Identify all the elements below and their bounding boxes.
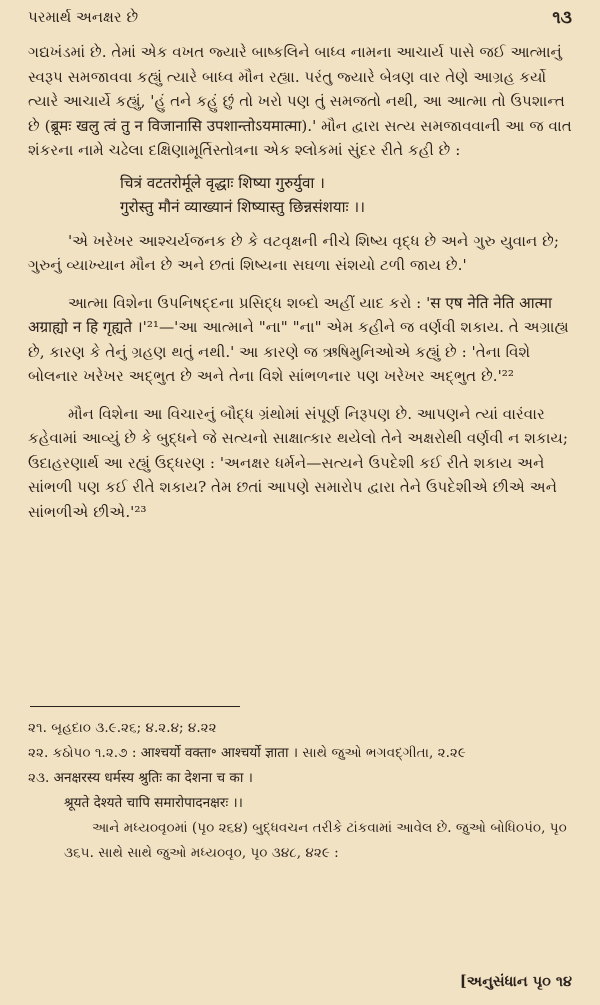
running-title: પરમાર્થ અનક્ષર છે <box>28 8 139 26</box>
sanskrit-verse <box>28 171 576 219</box>
paragraph-4: મૌન વિશેના આ વિચારનું બૌદ્ધ ગ્રંથોમાં સંપૂર્ણ નિરૂપણ છે. આપણને ત્યાં વારંવાર કહેવામાં આવ્યું છે કે બુદ્ધને જે સત્યનો સાક્ષાત્કાર થયેલો તેને અક્ષરોથી વર્ણવી ન શકાય; ઉદાહરણાર્થ આ રહ્યું ઉદ્ધરણ : 'અનક્ષર ધર્મને—સત્યને ઉપદેશી કઈ રીતે શકાય અને સાંભળી પણ કઈ રીતે શકાય? તેમ છતાં આપણે સમારોપ દ્વારા તેને ઉપદેશીએ છીએ અને સાંભળીએ છીએ.'²³ <box>28 404 569 521</box>
main-text <box>28 40 576 524</box>
footnote-21: ૨૧. બૃહદા૦ ૩.૯.૨૬; ૪.૨.૪; ૪.૨૨ <box>28 720 217 736</box>
footnote-23-commentary: આને મધ્ય૦વૃ૦માં (પૃ૦ ૨૬૪) બુદ્ધવચન તરીકે ટાંકવામાં આવેલ છે. જુઓ બોધિ૦પં૦, પૃ૦ ૩૬૫. સાથે સાથે જુઓ મધ્ય૦વૃ૦, પૃ૦ ૩૪૮, ૪૨૯ : <box>64 820 567 861</box>
paragraph-2: 'એ ખરેખર આશ્ચર્યજનક છે કે વટવૃક્ષની નીચે શિષ્ય વૃદ્ધ છે અને ગુરુ યુવાન છે; ગુરુનું વ્યાખ્યાન મૌન છે અને છતાં શિષ્યના સઘળા સંશયો ટળી જાય છે.' <box>28 231 559 274</box>
page-number: ૧૩ <box>552 8 572 28</box>
continuation-note: [અનુસંધાન પૃ૦ ૧૪ <box>459 973 572 990</box>
paragraph-1: ગદ્યખંડમાં છે. તેમાં એક વખત જ્યારે બાષ્કલિને બાધ્વ નામના આચાર્ય પાસે જઈ આત્માનું સ્વરૂપ સમજાવવા કહ્યું ત્યારે બાધ્વ મૌન રહ્યા. પરંતુ જ્યારે બેત્રણ વાર તેણે આગ્રહ કર્યો ત્યારે આચાર્યે કહ્યું, 'હું તને કહું છું તો ખરો પણ તું સમજતો નથી, આ આત્મા તો ઉપશાન્ત છે (ब्रूमः खलु त्वं तु न विजानासि उपशान्तोऽयमात्मा).' મૌન દ્વારા સત્ય સમજાવવાની આ જ વાત શંકરના નામે ચઢેલા દક્ષિણામૂર્તિસ્તોત્રના એક શ્લોકમાં સુંદર રીતે કહી છે : <box>28 43 572 159</box>
footnote-22: ૨૨. કઠોપ૦ ૧.૨.૭ : आश्चर्यो वक्ता॰ आश्चर्यो ज्ञाता । સાથે જુઓ ભગવદ્ગીતા, ૨.૨૯ <box>28 745 466 761</box>
footnote-23-verse-line-2: श्रूयते देश्यते चापि समारोपादनक्षरः ।। <box>64 795 243 811</box>
footnote-23: ૨૩. अनक्षरस्य धर्मस्य श्रुतिः का देशना च का । <box>28 770 253 786</box>
verse-line-2: गुरोस्तु मौनं व्याख्यानं शिष्यास्तु छिन्नसंशयाः ।। <box>120 197 365 216</box>
footnote-divider <box>30 706 240 707</box>
footnotes <box>28 716 576 866</box>
paragraph-3: આત્મા વિશેના ઉપનિષદ્દના પ્રસિદ્ધ શબ્દો અહીં યાદ કરો : 'स एष नेति नेति आत्मा अग्राह्यो न हि गृह्यते ।'²¹—'આ આત્માને "ના" "ના" એમ કહીને જ વર્ણવી શકાય. તે અગ્રાહ્ય છે, કારણ કે તેનું ગ્રહણ થતું નથી.' આ કારણે જ ઋષિમુનિઓએ કહ્યું છે : 'તેના વિશે બોલનાર ખરેખર અદ્ભુત છે અને તેના વિશે સાંભળનાર પણ ખરેખર અદ્ભુત છે.'²² <box>28 293 569 385</box>
running-header <box>28 8 572 32</box>
verse-line-1: चित्रं वटतरोर्मूले वृद्धाः शिष्या गुरुर्युवा । <box>120 173 325 192</box>
